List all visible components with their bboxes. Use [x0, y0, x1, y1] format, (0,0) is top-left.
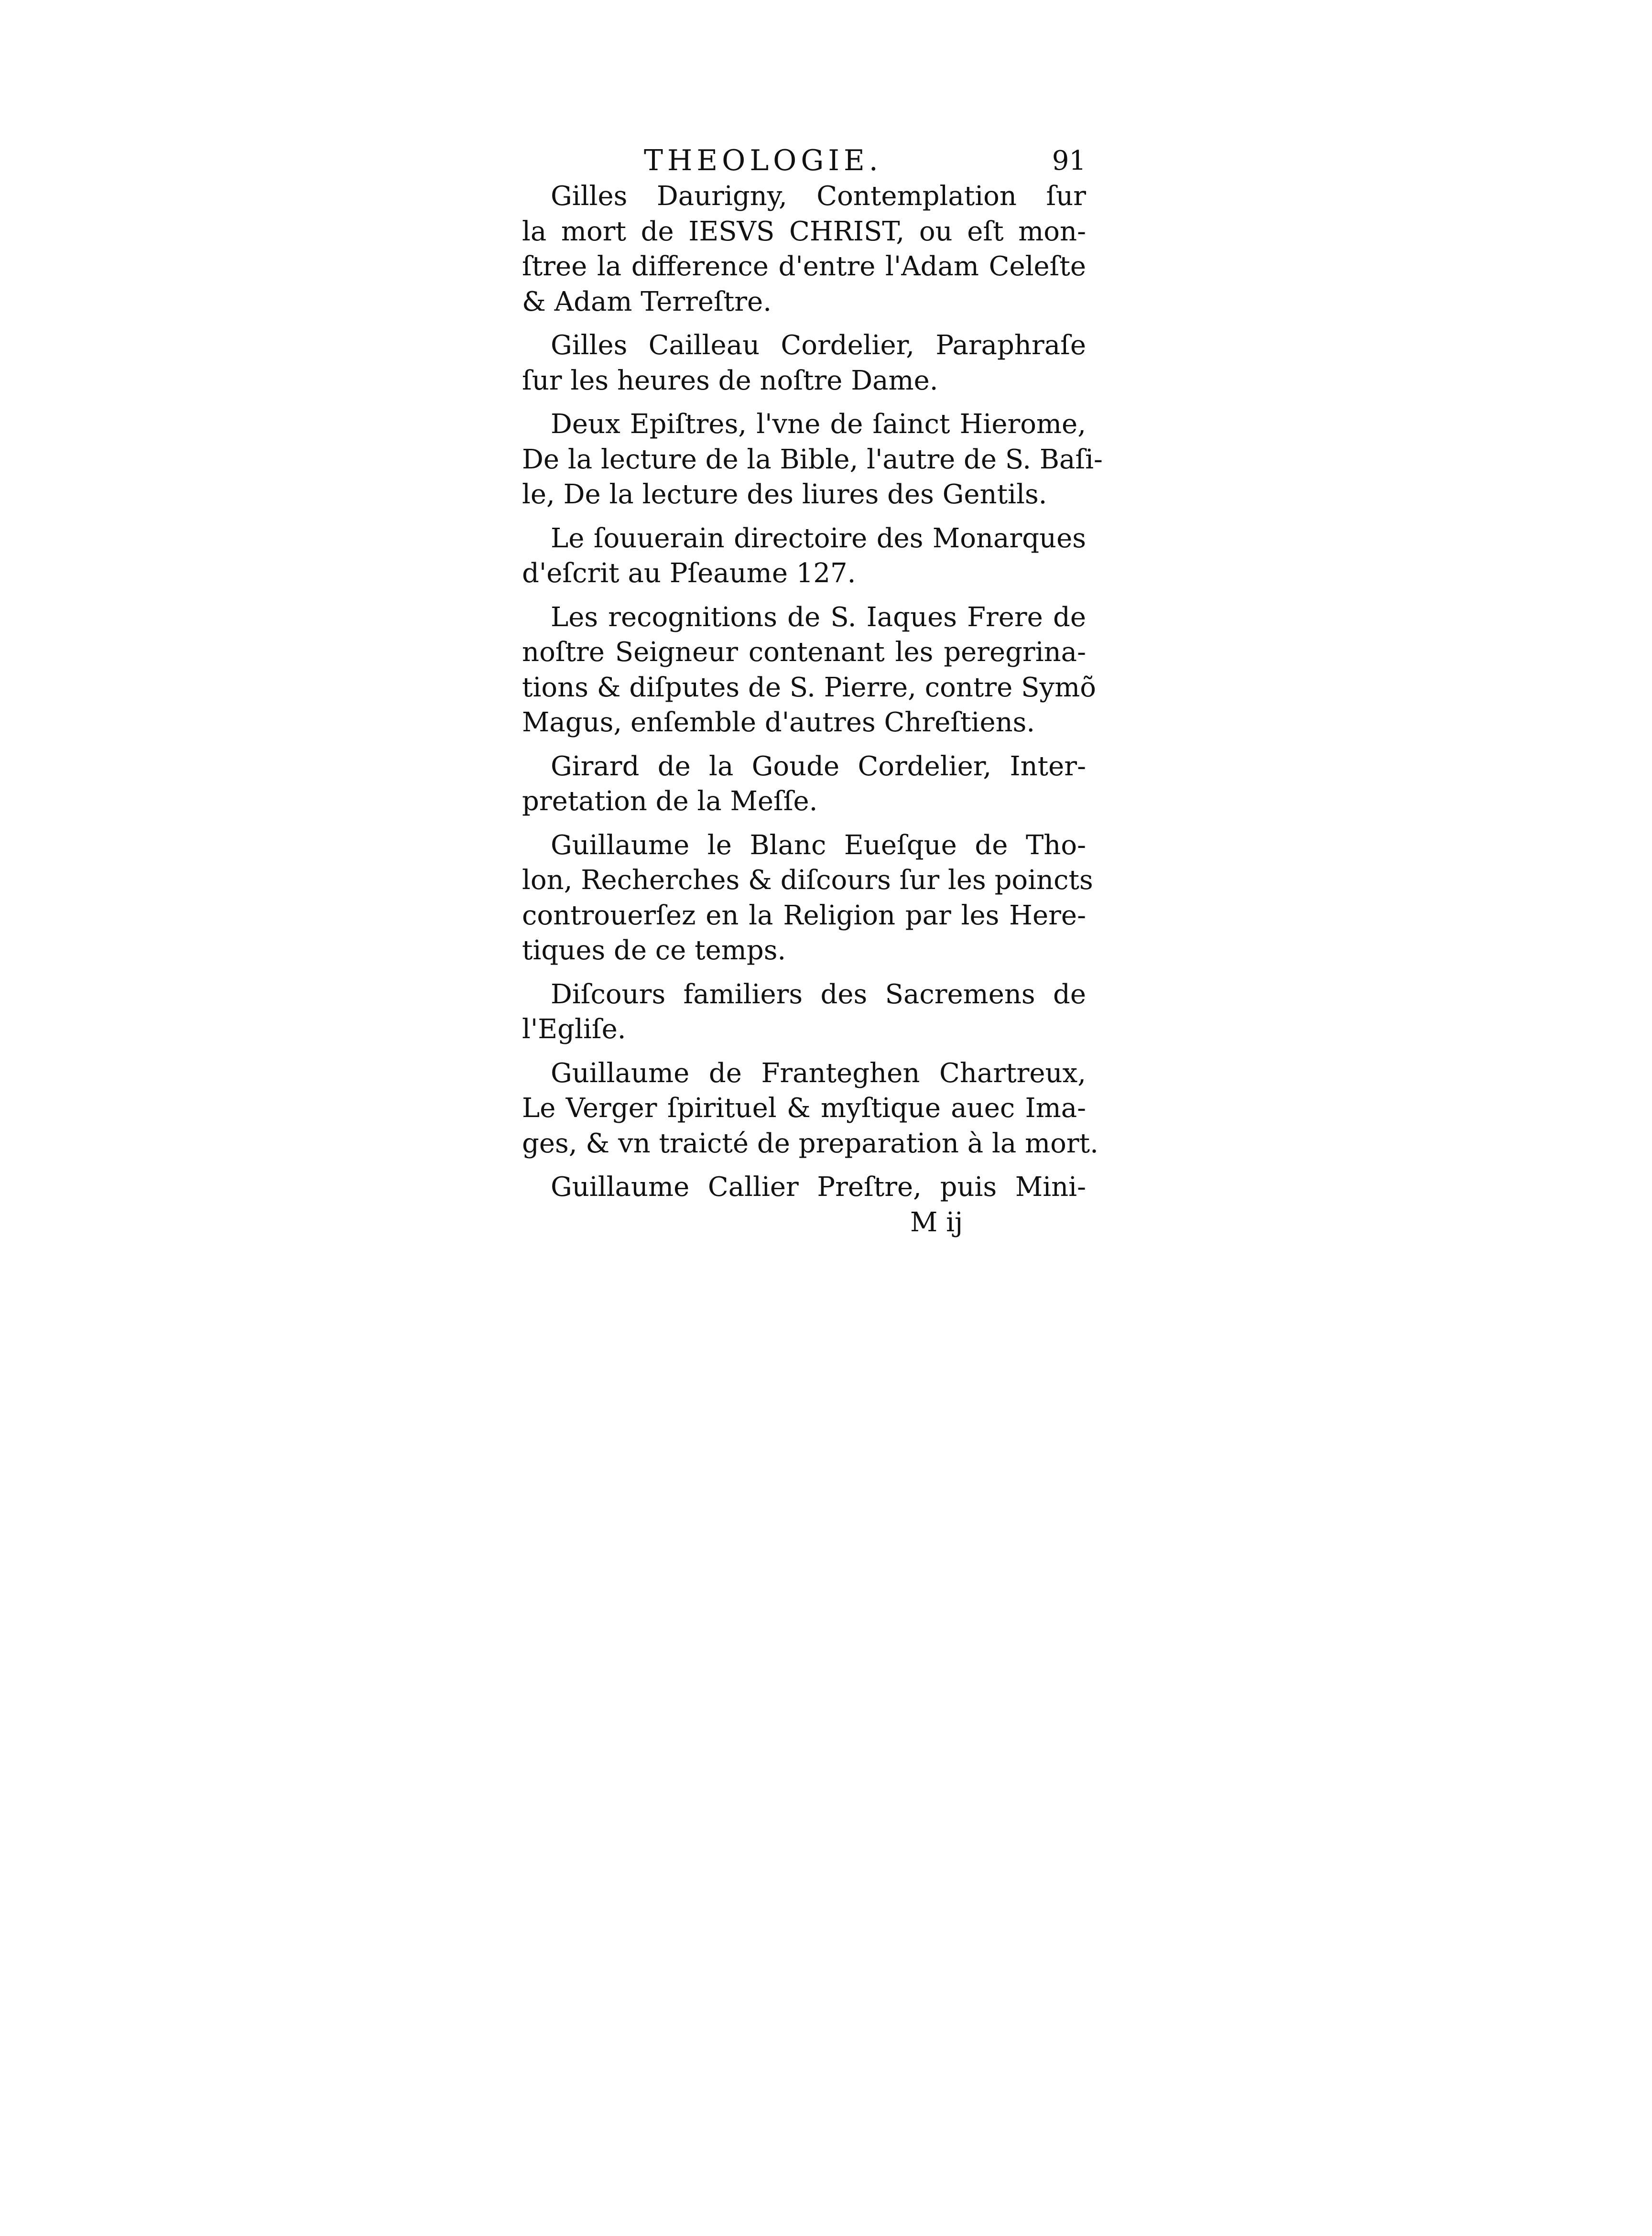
- entry-line: Diſcours familiers des Sacremens de: [551, 978, 1086, 1010]
- bibliography-entry: [522, 600, 1096, 740]
- bibliography-entry: [522, 828, 1093, 968]
- entry-line: De la lecture de la Bible, l'autre de S. Baſi-: [522, 444, 1103, 475]
- entry-line: Gilles Cailleau Cordelier, Paraphraſe: [551, 330, 1086, 361]
- entry-line: Guillaume le Blanc Eueſque de Tho-: [551, 829, 1086, 861]
- entry-line: Girard de la Goude Cordelier, Inter-: [551, 750, 1086, 782]
- bibliography-entry: [522, 179, 1086, 319]
- bibliography-entry: [522, 977, 1086, 1047]
- entry-line: lon, Recherches & diſcours ſur les poincts: [522, 865, 1093, 896]
- bibliography-entry: [522, 328, 1086, 398]
- entry-line: Magus, enſemble d'autres Chreſtiens.: [522, 707, 1035, 738]
- entry-line: Guillaume de Franteghen Chartreux,: [551, 1057, 1086, 1089]
- entry-line: l'Egliſe.: [522, 1014, 626, 1045]
- entry-line: & Adam Terreſtre.: [522, 286, 772, 317]
- entry-line: Guillaume Callier Preſtre, puis Mini-: [551, 1172, 1086, 1203]
- entry-line: Le Verger ſpirituel & myſtique auec Ima-: [522, 1093, 1086, 1124]
- running-title: THEOLOGIE.: [644, 144, 882, 177]
- entry-line: Le ſouuerain directoire des Monarques: [551, 522, 1086, 554]
- entry-line: noſtre Seigneur contenant les peregrina-: [522, 637, 1086, 668]
- page-header: [522, 143, 1086, 179]
- entry-line: ges, & vn traicté de preparation à la mort.: [522, 1128, 1098, 1159]
- entry-line: le, De la lecture des liures des Gentils.: [522, 479, 1047, 510]
- bibliography-entry: [522, 407, 1103, 512]
- entry-line: Les recognitions de S. Iaques Frere de: [551, 601, 1086, 633]
- signature-mark: M ij: [910, 1206, 963, 1238]
- entry-line: la mort de IESVS CHRIST, ou eſt mon-: [522, 216, 1086, 247]
- entry-line: tions & diſputes de S. Pierre, contre Symõ: [522, 672, 1096, 703]
- entry-line: ſtree la difference d'entre l'Adam Celeſte: [522, 251, 1086, 282]
- entry-line: ſur les heures de noſtre Dame.: [522, 365, 938, 396]
- bibliography-entry: [522, 749, 1086, 819]
- text-column: [522, 143, 1103, 1240]
- page-number: 91: [1052, 145, 1086, 176]
- entry-line: d'eſcrit au Pſeaume 127.: [522, 558, 856, 589]
- bibliography-entry: [522, 1056, 1098, 1161]
- entry-line: tiques de ce temps.: [522, 935, 786, 966]
- entry-line: Deux Epiſtres, l'vne de ſainct Hierome,: [551, 409, 1086, 440]
- signature-line: [522, 1205, 1086, 1240]
- entry-line: controuerſez en la Religion par les Here-: [522, 900, 1086, 931]
- bibliography-entry: [522, 1170, 1086, 1205]
- entry-line: Gilles Daurigny, Contemplation ſur: [551, 181, 1086, 212]
- entry-line: pretation de la Meſſe.: [522, 786, 818, 817]
- bibliography-entry: [522, 521, 1086, 591]
